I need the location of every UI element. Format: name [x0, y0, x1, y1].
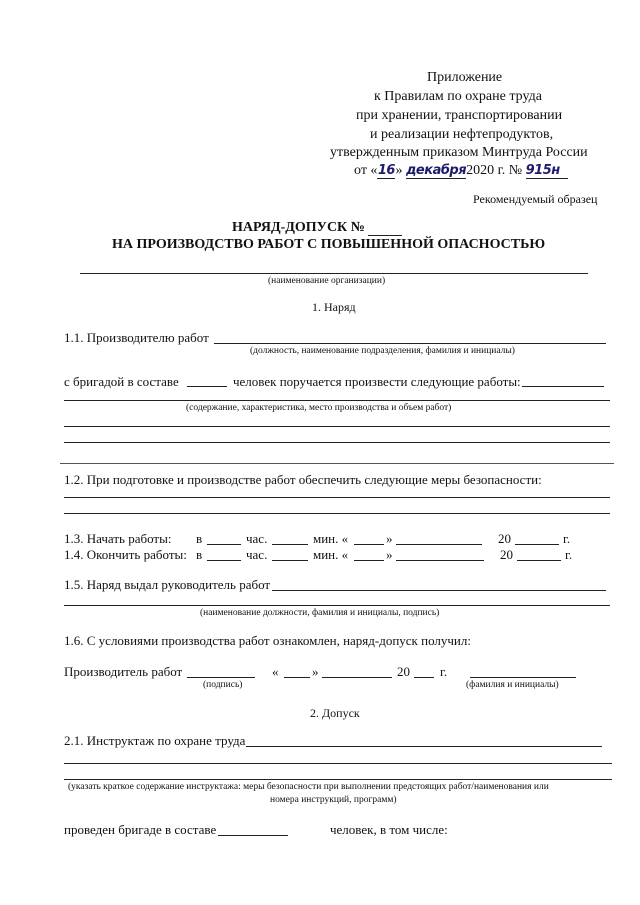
item-1-1-caption: (должность, наименование подразделения, фамилия и инициалы)	[250, 346, 515, 356]
start-month-field[interactable]	[396, 544, 482, 545]
header-line-5: утвержденным приказом Минтруда России	[330, 145, 588, 160]
brigade-label-b: человек поручается произвести следующие работы:	[233, 374, 521, 389]
header-line-2: к Правилам по охране труда	[374, 89, 542, 104]
header-line-4: и реализации нефтепродуктов,	[370, 127, 554, 142]
producer-field[interactable]	[214, 343, 606, 344]
item-2-1-label: 2.1. Инструктаж по охране труда	[64, 733, 246, 748]
end-year-prefix: 20	[500, 547, 513, 562]
item-1-5-label: 1.5. Наряд выдал руководитель работ	[64, 577, 271, 592]
start-in: в	[196, 531, 203, 546]
section2-heading: 2. Допуск	[310, 706, 360, 720]
start-year-prefix: 20	[498, 531, 511, 546]
work-field-line-3[interactable]	[64, 442, 610, 443]
end-day-field[interactable]	[354, 560, 384, 561]
producer-close-quote: »	[312, 664, 319, 679]
issuer-field-line-2[interactable]	[64, 605, 610, 606]
date-mid: »	[395, 163, 403, 178]
title-text: НАРЯД-ДОПУСК №	[232, 220, 365, 235]
title-line-1	[232, 220, 402, 236]
header-line-3: при хранении, транспортировании	[356, 108, 563, 123]
producer-year-prefix: 20	[397, 664, 410, 679]
order-number: 915н	[526, 163, 568, 179]
producer-open-quote: «	[272, 664, 279, 679]
start-quote-close: »	[386, 531, 393, 546]
producer-year-field[interactable]	[414, 677, 434, 678]
instruction-field[interactable]	[246, 746, 602, 747]
instruction-caption-2: номера инструкций, программ)	[270, 795, 397, 805]
item-1-2-label: 1.2. При подготовке и производстве работ обеспечить следующие меры безопасности:	[64, 472, 542, 487]
producer-name-field[interactable]	[470, 677, 576, 678]
brigade-done-count-field[interactable]	[218, 835, 288, 836]
end-month-field[interactable]	[396, 560, 484, 561]
brigade-done-label-b: человек, в том числе:	[330, 822, 448, 837]
end-year-suffix: г.	[565, 547, 573, 562]
section1-heading: 1. Наряд	[312, 300, 356, 314]
org-caption: (наименование организации)	[268, 276, 386, 286]
date-day: 16	[377, 163, 395, 178]
signature-caption: (подпись)	[203, 680, 243, 690]
end-year-field[interactable]	[517, 560, 561, 561]
item-1-6-label: 1.6. С условиями производства работ ознакомлен, наряд-допуск получил:	[64, 633, 471, 648]
brigade-count-field[interactable]	[187, 386, 227, 387]
item-1-5-caption: (наименование должности, фамилия и инициалы, подпись)	[200, 608, 440, 618]
start-day-field[interactable]	[354, 544, 384, 545]
producer-month-field[interactable]	[322, 677, 392, 678]
header-line-1: Приложение	[427, 70, 503, 85]
start-year-suffix: г.	[563, 531, 571, 546]
issuer-field[interactable]	[272, 590, 606, 591]
item-1-1-label: 1.1. Производителю работ	[64, 330, 209, 345]
producer-signature-field[interactable]	[187, 677, 255, 678]
start-minutes-label: мин. «	[313, 531, 349, 546]
brigade-done-label-a: проведен бригаде в составе	[64, 822, 217, 837]
end-minutes-label: мин. «	[313, 547, 349, 562]
date-prefix: от «	[354, 163, 378, 178]
work-field-line-2[interactable]	[64, 426, 610, 427]
safety-field-line-1[interactable]	[64, 497, 610, 498]
date-month: декабря	[405, 163, 467, 178]
item-1-3-label: 1.3. Начать работы:	[64, 531, 172, 546]
end-hour-field[interactable]	[207, 560, 241, 561]
section-separator	[60, 463, 614, 464]
instruction-field-line-2[interactable]	[64, 763, 612, 764]
work-caption: (содержание, характеристика, место производства и объем работ)	[186, 403, 452, 413]
permit-number-field[interactable]	[368, 234, 402, 236]
instruction-caption-1: (указать краткое содержание инструктажа: меры безопасности при выполнении предстоящих работ/наименования или	[68, 782, 549, 792]
start-minute-field[interactable]	[272, 544, 308, 545]
work-field-line-1[interactable]	[64, 400, 610, 401]
item-1-4-label: 1.4. Окончить работы:	[64, 547, 187, 562]
name-caption: (фамилия и инициалы)	[466, 680, 559, 690]
producer-year-suffix: г.	[440, 664, 448, 679]
safety-field-line-2[interactable]	[64, 513, 610, 514]
title-line-2: НА ПРОИЗВОДСТВО РАБОТ С ПОВЫШЕННОЙ ОПАСНОСТЬЮ	[112, 237, 546, 252]
producer-label: Производитель работ	[64, 664, 183, 679]
end-in: в	[196, 547, 203, 562]
date-year: 2020 г. №	[466, 163, 523, 178]
instruction-field-line-3[interactable]	[64, 779, 612, 780]
start-hours-label: час.	[246, 531, 268, 546]
work-field-inline[interactable]	[522, 386, 604, 387]
recommended-sample: Рекомендуемый образец	[473, 192, 598, 206]
end-quote-close: »	[386, 547, 393, 562]
producer-day-field[interactable]	[284, 677, 310, 678]
start-hour-field[interactable]	[207, 544, 241, 545]
end-minute-field[interactable]	[272, 560, 308, 561]
organization-field[interactable]	[80, 273, 588, 274]
start-year-field[interactable]	[515, 544, 559, 545]
end-hours-label: час.	[246, 547, 268, 562]
brigade-label-a: с бригадой в составе	[64, 374, 179, 389]
order-date-line	[354, 163, 568, 179]
